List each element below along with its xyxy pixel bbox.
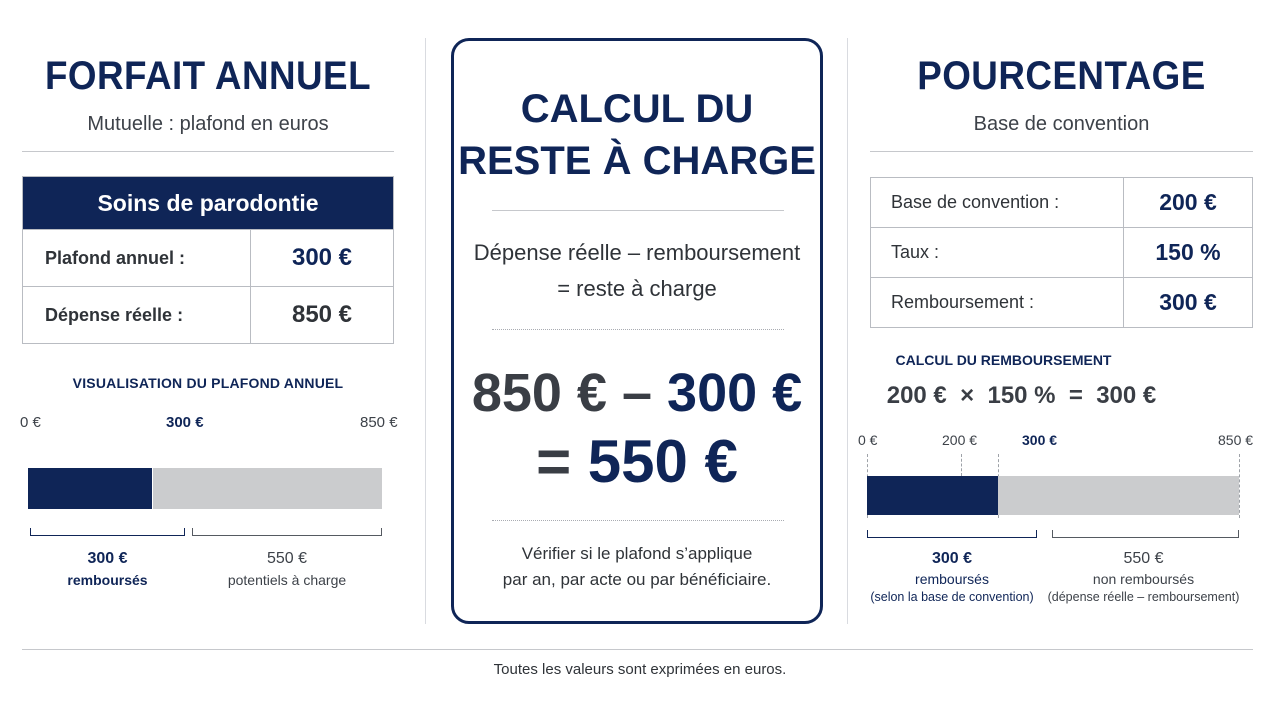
caption-value: 300 € xyxy=(87,550,128,567)
note-line1: Vérifier si le plafond s’applique xyxy=(521,544,753,563)
covered-bar xyxy=(28,468,152,509)
formula-line1: Dépense réelle – remboursement xyxy=(473,240,801,265)
row-value: 200 € xyxy=(1159,189,1217,215)
calc-expression xyxy=(454,358,820,428)
calc-title-line2: RESTE À CHARGE xyxy=(458,139,816,183)
covered-brace xyxy=(867,530,1037,538)
row-value: 850 € xyxy=(291,301,353,328)
row-value: 150 % xyxy=(1155,239,1221,265)
calc-operand-b: 300 € xyxy=(667,363,803,423)
caption-value: 550 € xyxy=(1123,550,1164,567)
calc-panel xyxy=(451,38,823,624)
tick-guide xyxy=(1239,454,1240,518)
row-value: 300 € xyxy=(291,244,353,271)
remaining-brace xyxy=(192,528,382,536)
caption-label: remboursés xyxy=(915,571,989,587)
viz-title: VISUALISATION DU PLAFOND ANNUEL xyxy=(72,375,344,391)
table-row xyxy=(871,178,1252,227)
remaining-caption xyxy=(1045,550,1242,604)
table-row xyxy=(871,227,1252,277)
table-row xyxy=(23,286,393,343)
caption-label: potentiels à charge xyxy=(227,572,347,588)
calc-operator: – xyxy=(621,363,653,423)
plafond-table xyxy=(22,176,394,344)
row-value: 300 € xyxy=(1159,289,1217,315)
tick-label: 850 € xyxy=(1218,432,1254,448)
caption-note: (selon la base de convention) xyxy=(870,590,1034,604)
left-divider xyxy=(22,151,394,152)
covered-brace xyxy=(30,528,185,536)
right-subtitle: Base de convention xyxy=(973,113,1150,135)
covered-caption xyxy=(30,550,185,588)
caption-note: (dépense réelle – remboursement) xyxy=(1047,590,1240,604)
footer-divider xyxy=(22,649,1253,650)
tick-label: 850 € xyxy=(360,414,398,431)
table-row xyxy=(871,277,1252,327)
remaining-caption xyxy=(192,550,382,588)
remaining-bar xyxy=(998,476,1239,515)
column-divider xyxy=(425,38,426,624)
remaining-brace xyxy=(1052,530,1239,538)
tick-label: 0 € xyxy=(20,414,41,431)
table-row xyxy=(23,229,393,286)
row-label: Base de convention : xyxy=(871,178,1124,227)
remaining-bar xyxy=(153,468,382,509)
covered-bar xyxy=(867,476,998,515)
covered-caption xyxy=(860,550,1044,604)
tick-label: 0 € xyxy=(858,432,878,448)
calc-operand-a: 850 € xyxy=(471,363,607,423)
calc-remboursement-equation: 200 € × 150 % = 300 € xyxy=(886,382,1157,409)
calc-title-line1: CALCUL DU xyxy=(520,87,754,131)
row-label: Plafond annuel : xyxy=(23,230,251,286)
dotted-divider xyxy=(492,329,784,330)
dotted-divider xyxy=(492,520,784,521)
column-divider xyxy=(847,38,848,624)
tick-label: 300 € xyxy=(166,414,204,431)
caption-value: 300 € xyxy=(931,550,973,567)
base-guide xyxy=(961,454,962,476)
calc-divider xyxy=(492,210,784,211)
calc-remboursement-title: CALCUL DU REMBOURSEMENT xyxy=(895,352,1112,368)
result-equals: = xyxy=(536,428,572,495)
left-subtitle: Mutuelle : plafond en euros xyxy=(87,113,329,135)
row-label: Dépense réelle : xyxy=(23,287,251,343)
left-title: FORFAIT ANNUEL xyxy=(44,54,372,98)
formula-line2: = reste à charge xyxy=(557,276,717,301)
note-line2: par an, par acte ou par bénéficiaire. xyxy=(502,570,772,589)
right-divider xyxy=(870,151,1253,152)
tick-label: 300 € xyxy=(1022,432,1058,448)
result-value: 550 € xyxy=(587,428,738,495)
caption-label: non remboursés xyxy=(1092,571,1195,587)
right-title: POURCENTAGE xyxy=(917,54,1206,98)
caption-label: remboursés xyxy=(67,572,148,588)
row-label: Remboursement : xyxy=(871,278,1124,327)
tick-label: 200 € xyxy=(942,432,978,448)
caption-value: 550 € xyxy=(266,550,308,567)
row-label: Taux : xyxy=(871,228,1124,277)
footer-note: Toutes les valeurs sont exprimées en euros. xyxy=(493,661,787,678)
calc-result xyxy=(454,427,820,497)
pourcentage-table xyxy=(870,177,1253,328)
table-header: Soins de parodontie xyxy=(23,177,393,229)
